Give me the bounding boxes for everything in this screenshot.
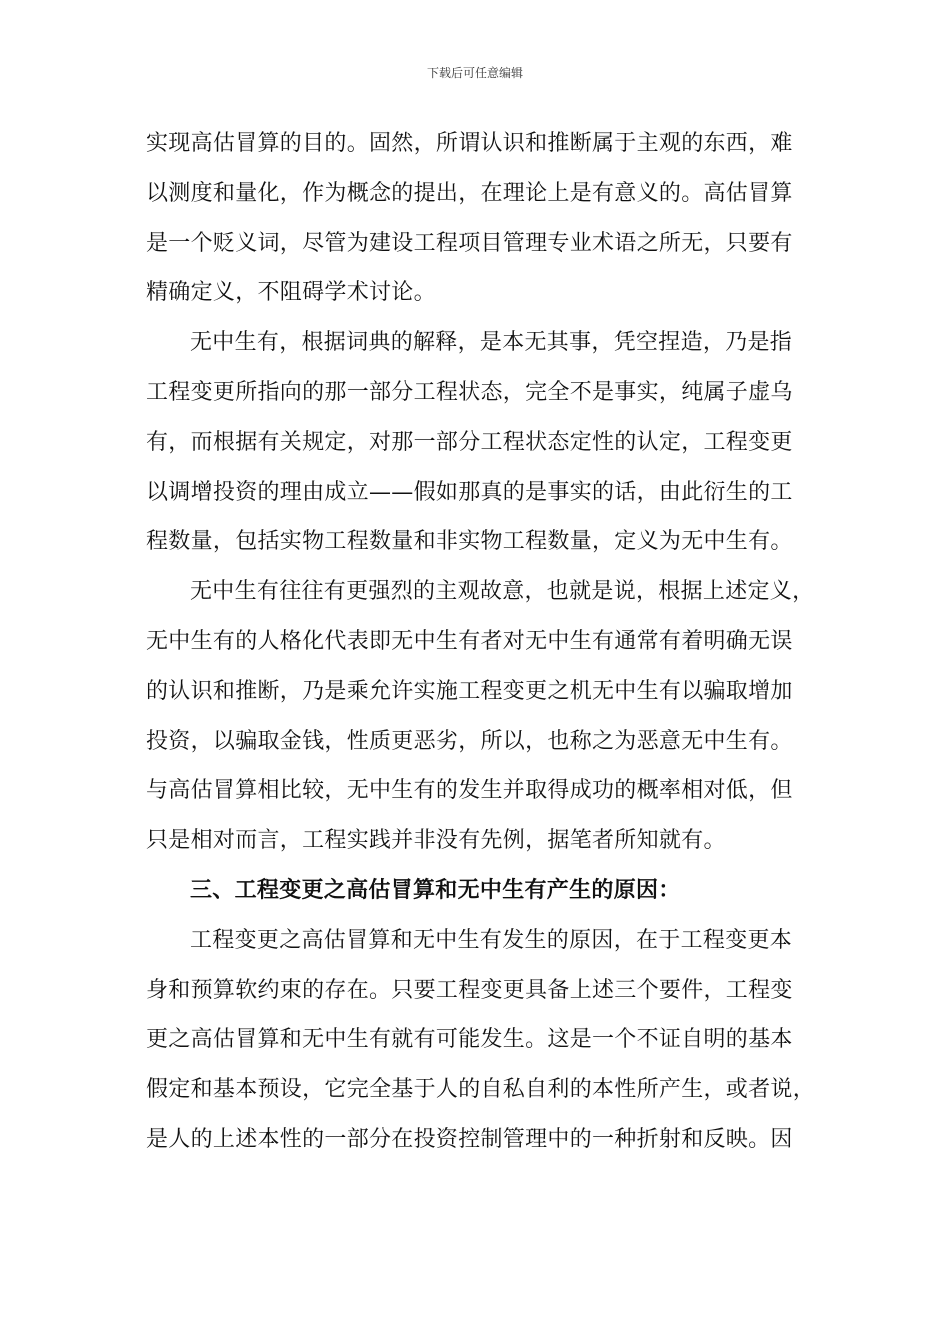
text-line: 无中生有的人格化代表即无中生有者对无中生有通常有着明确无误 xyxy=(146,628,793,654)
text-line: 工程变更所指向的那一部分工程状态，完全不是事实，纯属子虚乌 xyxy=(146,379,793,405)
document-body xyxy=(146,119,816,1165)
text-line: 只是相对而言，工程实践并非没有先例，据笔者所知就有。 xyxy=(146,828,726,854)
text-line: 更之高估冒算和无中生有就有可能发生。这是一个不证自明的基本 xyxy=(146,1027,793,1053)
text-line: 有，而根据有关规定，对那一部分工程状态定性的认定，工程变更 xyxy=(146,429,793,455)
text-line: 的认识和推断，乃是乘允许实施工程变更之机无中生有以骗取增加 xyxy=(146,678,793,704)
paragraph-first-line: 工程变更之高估冒算和无中生有发生的原因，在于工程变更本 xyxy=(190,927,793,953)
page-header: 下载后可任意编辑 xyxy=(426,66,523,80)
text-line: 是一个贬义词，尽管为建设工程项目管理专业术语之所无，只要有 xyxy=(146,230,793,256)
section-heading: 三、工程变更之高估冒算和无中生有产生的原因： xyxy=(190,876,681,903)
text-line: 实现高估冒算的目的。固然，所谓认识和推断属于主观的东西，难 xyxy=(146,131,793,156)
text-line: 身和预算软约束的存在。只要工程变更具备上述三个要件，工程变 xyxy=(146,977,793,1003)
text-line: 程数量，包括实物工程数量和非实物工程数量，定义为无中生有。 xyxy=(146,529,793,555)
text-line: 是人的上述本性的一部分在投资控制管理中的一种折射和反映。因 xyxy=(146,1126,793,1152)
text-line: 假定和基本预设，它完全基于人的自私自利的本性所产生，或者说， xyxy=(146,1077,816,1103)
text-line: 以测度和量化，作为概念的提出，在理论上是有意义的。高估冒算 xyxy=(146,180,793,206)
text-line: 与高估冒算相比较，无中生有的发生并取得成功的概率相对低，但 xyxy=(146,778,793,804)
paragraph-first-line: 无中生有，根据词典的解释，是本无其事，凭空捏造，乃是指 xyxy=(190,330,793,356)
paragraph-first-line: 无中生有往往有更强烈的主观故意，也就是说，根据上述定义， xyxy=(190,579,815,605)
text-line: 投资，以骗取金钱，性质更恶劣，所以，也称之为恶意无中生有。 xyxy=(146,728,793,754)
text-line: 以调增投资的理由成立——假如那真的是事实的话，由此衍生的工 xyxy=(146,479,793,505)
text-line: 精确定义，不阻碍学术讨论。 xyxy=(146,280,436,306)
